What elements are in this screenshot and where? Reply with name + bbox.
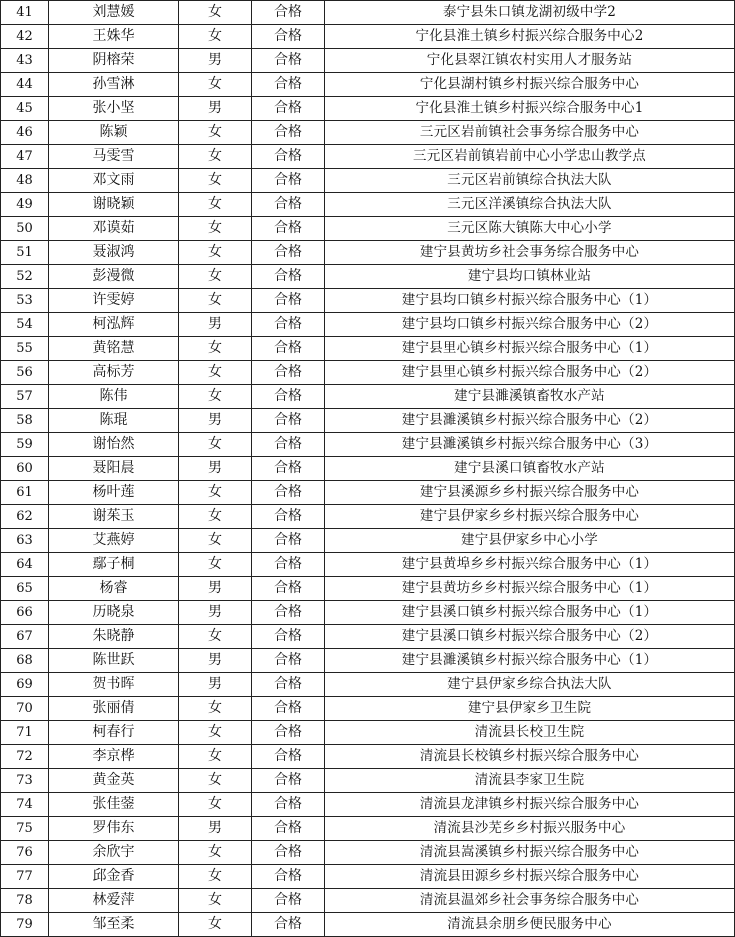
row-number: 52 [1, 265, 49, 289]
person-name: 马雯雪 [49, 145, 179, 169]
gender: 女 [179, 433, 252, 457]
gender: 男 [179, 649, 252, 673]
table-row [1, 433, 735, 457]
table-row [1, 601, 735, 625]
exam-result: 合格 [252, 817, 325, 841]
person-name: 艾燕婷 [49, 529, 179, 553]
person-name: 杨睿 [49, 577, 179, 601]
work-unit: 建宁县里心镇乡村振兴综合服务中心（2） [325, 361, 735, 385]
row-number: 79 [1, 913, 49, 937]
table-row [1, 889, 735, 913]
person-name: 罗伟东 [49, 817, 179, 841]
row-number: 41 [1, 1, 49, 25]
exam-result: 合格 [252, 505, 325, 529]
work-unit: 建宁县濉溪镇乡村振兴综合服务中心（3） [325, 433, 735, 457]
work-unit: 建宁县黄坊乡社会事务综合服务中心 [325, 241, 735, 265]
gender: 男 [179, 817, 252, 841]
work-unit: 清流县李家卫生院 [325, 769, 735, 793]
table-row [1, 841, 735, 865]
table-row [1, 313, 735, 337]
work-unit: 清流县田源乡乡村振兴综合服务中心 [325, 865, 735, 889]
table-row [1, 553, 735, 577]
person-name: 朱晓静 [49, 625, 179, 649]
row-number: 45 [1, 97, 49, 121]
table-row [1, 1, 735, 25]
table-row [1, 673, 735, 697]
work-unit: 建宁县溪源乡乡村振兴综合服务中心 [325, 481, 735, 505]
exam-result: 合格 [252, 529, 325, 553]
work-unit: 宁化县湖村镇乡村振兴综合服务中心 [325, 73, 735, 97]
exam-result: 合格 [252, 457, 325, 481]
table-row [1, 97, 735, 121]
person-name: 陈世跃 [49, 649, 179, 673]
person-name: 邓文雨 [49, 169, 179, 193]
exam-result: 合格 [252, 145, 325, 169]
row-number: 44 [1, 73, 49, 97]
gender: 男 [179, 49, 252, 73]
row-number: 69 [1, 673, 49, 697]
table-row [1, 217, 735, 241]
gender: 男 [179, 577, 252, 601]
person-name: 邱金香 [49, 865, 179, 889]
gender: 男 [179, 673, 252, 697]
exam-result: 合格 [252, 793, 325, 817]
gender: 女 [179, 481, 252, 505]
gender: 女 [179, 793, 252, 817]
exam-result: 合格 [252, 241, 325, 265]
row-number: 76 [1, 841, 49, 865]
row-number: 53 [1, 289, 49, 313]
row-number: 68 [1, 649, 49, 673]
row-number: 51 [1, 241, 49, 265]
table-row [1, 793, 735, 817]
gender: 女 [179, 721, 252, 745]
row-number: 59 [1, 433, 49, 457]
row-number: 46 [1, 121, 49, 145]
exam-result: 合格 [252, 841, 325, 865]
exam-result: 合格 [252, 865, 325, 889]
work-unit: 建宁县溪口镇乡村振兴综合服务中心（1） [325, 601, 735, 625]
gender: 女 [179, 121, 252, 145]
person-name: 张丽倩 [49, 697, 179, 721]
row-number: 49 [1, 193, 49, 217]
person-name: 聂淑鸿 [49, 241, 179, 265]
row-number: 72 [1, 745, 49, 769]
exam-result: 合格 [252, 97, 325, 121]
person-name: 高标芳 [49, 361, 179, 385]
row-number: 75 [1, 817, 49, 841]
person-name: 邹至柔 [49, 913, 179, 937]
row-number: 74 [1, 793, 49, 817]
gender: 女 [179, 625, 252, 649]
gender: 女 [179, 361, 252, 385]
exam-result: 合格 [252, 913, 325, 937]
table-row [1, 745, 735, 769]
person-name: 谢茱玉 [49, 505, 179, 529]
gender: 女 [179, 553, 252, 577]
row-number: 73 [1, 769, 49, 793]
row-number: 48 [1, 169, 49, 193]
exam-result: 合格 [252, 553, 325, 577]
work-unit: 建宁县伊家乡卫生院 [325, 697, 735, 721]
row-number: 63 [1, 529, 49, 553]
exam-result: 合格 [252, 385, 325, 409]
work-unit: 清流县龙津镇乡村振兴综合服务中心 [325, 793, 735, 817]
table-row [1, 169, 735, 193]
work-unit: 宁化县淮土镇乡村振兴综合服务中心1 [325, 97, 735, 121]
person-name: 柯春行 [49, 721, 179, 745]
gender: 女 [179, 193, 252, 217]
person-name: 黄金英 [49, 769, 179, 793]
gender: 女 [179, 745, 252, 769]
gender: 女 [179, 337, 252, 361]
exam-result: 合格 [252, 313, 325, 337]
person-name: 彭漫微 [49, 265, 179, 289]
row-number: 64 [1, 553, 49, 577]
exam-result: 合格 [252, 73, 325, 97]
work-unit: 建宁县均口镇乡村振兴综合服务中心（2） [325, 313, 735, 337]
person-name: 聂阳晨 [49, 457, 179, 481]
person-name: 柯泓辉 [49, 313, 179, 337]
row-number: 65 [1, 577, 49, 601]
person-name: 余欣宇 [49, 841, 179, 865]
work-unit: 建宁县溪口镇畜牧水产站 [325, 457, 735, 481]
table-row [1, 649, 735, 673]
exam-result: 合格 [252, 217, 325, 241]
exam-result: 合格 [252, 337, 325, 361]
exam-result: 合格 [252, 433, 325, 457]
gender: 女 [179, 889, 252, 913]
table-row [1, 241, 735, 265]
person-name: 贺书晖 [49, 673, 179, 697]
table-row [1, 385, 735, 409]
work-unit: 建宁县濉溪镇畜牧水产站 [325, 385, 735, 409]
row-number: 70 [1, 697, 49, 721]
table-row [1, 289, 735, 313]
work-unit: 建宁县均口镇乡村振兴综合服务中心（1） [325, 289, 735, 313]
table-row [1, 505, 735, 529]
person-name: 孙雪淋 [49, 73, 179, 97]
gender: 女 [179, 529, 252, 553]
table-row [1, 481, 735, 505]
gender: 女 [179, 385, 252, 409]
person-name: 许雯婷 [49, 289, 179, 313]
table-row [1, 265, 735, 289]
gender: 女 [179, 697, 252, 721]
work-unit: 三元区洋溪镇综合执法大队 [325, 193, 735, 217]
row-number: 50 [1, 217, 49, 241]
person-name: 张小坚 [49, 97, 179, 121]
exam-result: 合格 [252, 745, 325, 769]
exam-result: 合格 [252, 625, 325, 649]
table-row [1, 529, 735, 553]
exam-result: 合格 [252, 481, 325, 505]
person-name: 黄铭慧 [49, 337, 179, 361]
row-number: 56 [1, 361, 49, 385]
person-name: 阴榕荣 [49, 49, 179, 73]
table-row [1, 697, 735, 721]
row-number: 67 [1, 625, 49, 649]
table-row [1, 577, 735, 601]
person-name: 谢晓颖 [49, 193, 179, 217]
row-number: 77 [1, 865, 49, 889]
table-row [1, 193, 735, 217]
row-number: 58 [1, 409, 49, 433]
table-row [1, 337, 735, 361]
gender: 女 [179, 241, 252, 265]
work-unit: 清流县长校镇乡村振兴综合服务中心 [325, 745, 735, 769]
work-unit: 清流县余朋乡便民服务中心 [325, 913, 735, 937]
exam-result: 合格 [252, 721, 325, 745]
exam-result: 合格 [252, 169, 325, 193]
table-row [1, 409, 735, 433]
work-unit: 三元区岩前镇岩前中心小学忠山教学点 [325, 145, 735, 169]
table-row [1, 721, 735, 745]
gender: 女 [179, 169, 252, 193]
work-unit: 清流县沙芜乡乡村振兴服务中心 [325, 817, 735, 841]
row-number: 57 [1, 385, 49, 409]
person-name: 杨叶莲 [49, 481, 179, 505]
gender: 男 [179, 97, 252, 121]
gender: 女 [179, 25, 252, 49]
gender: 女 [179, 145, 252, 169]
gender: 女 [179, 289, 252, 313]
table-row [1, 457, 735, 481]
work-unit: 清流县长校卫生院 [325, 721, 735, 745]
exam-result: 合格 [252, 577, 325, 601]
gender: 女 [179, 913, 252, 937]
gender: 女 [179, 769, 252, 793]
exam-result: 合格 [252, 361, 325, 385]
table-row [1, 73, 735, 97]
person-name: 张佳蓥 [49, 793, 179, 817]
work-unit: 建宁县伊家乡中心小学 [325, 529, 735, 553]
table-row [1, 625, 735, 649]
row-number: 54 [1, 313, 49, 337]
exam-result: 合格 [252, 409, 325, 433]
work-unit: 建宁县伊家乡乡村振兴综合服务中心 [325, 505, 735, 529]
work-unit: 建宁县濉溪镇乡村振兴综合服务中心（2） [325, 409, 735, 433]
person-name: 刘慧媛 [49, 1, 179, 25]
person-name: 李京桦 [49, 745, 179, 769]
gender: 女 [179, 841, 252, 865]
row-number: 47 [1, 145, 49, 169]
work-unit: 建宁县濉溪镇乡村振兴综合服务中心（1） [325, 649, 735, 673]
work-unit: 宁化县翠江镇农村实用人才服务站 [325, 49, 735, 73]
exam-result: 合格 [252, 697, 325, 721]
gender: 女 [179, 505, 252, 529]
row-number: 42 [1, 25, 49, 49]
gender: 男 [179, 313, 252, 337]
work-unit: 三元区陈大镇陈大中心小学 [325, 217, 735, 241]
exam-result: 合格 [252, 193, 325, 217]
work-unit: 建宁县黄坊乡乡村振兴综合服务中心（1） [325, 577, 735, 601]
work-unit: 建宁县伊家乡综合执法大队 [325, 673, 735, 697]
exam-result: 合格 [252, 289, 325, 313]
work-unit: 清流县温郊乡社会事务综合服务中心 [325, 889, 735, 913]
exam-result: 合格 [252, 673, 325, 697]
person-name: 陈颖 [49, 121, 179, 145]
exam-result: 合格 [252, 1, 325, 25]
person-name: 鄢子桐 [49, 553, 179, 577]
table-row [1, 145, 735, 169]
exam-result: 合格 [252, 121, 325, 145]
person-name: 历晓泉 [49, 601, 179, 625]
exam-result: 合格 [252, 601, 325, 625]
exam-result: 合格 [252, 25, 325, 49]
exam-result: 合格 [252, 649, 325, 673]
gender: 男 [179, 409, 252, 433]
row-number: 66 [1, 601, 49, 625]
gender: 女 [179, 73, 252, 97]
person-name: 王姝华 [49, 25, 179, 49]
row-number: 62 [1, 505, 49, 529]
exam-result: 合格 [252, 49, 325, 73]
table-row [1, 865, 735, 889]
person-name: 谢怡然 [49, 433, 179, 457]
row-number: 60 [1, 457, 49, 481]
row-number: 43 [1, 49, 49, 73]
row-number: 71 [1, 721, 49, 745]
work-unit: 建宁县里心镇乡村振兴综合服务中心（1） [325, 337, 735, 361]
person-name: 陈伟 [49, 385, 179, 409]
table-row [1, 913, 735, 937]
table-row [1, 25, 735, 49]
gender: 男 [179, 601, 252, 625]
gender: 男 [179, 457, 252, 481]
exam-result: 合格 [252, 769, 325, 793]
work-unit: 建宁县均口镇林业站 [325, 265, 735, 289]
row-number: 61 [1, 481, 49, 505]
table-row [1, 361, 735, 385]
gender: 女 [179, 1, 252, 25]
person-name: 陈琨 [49, 409, 179, 433]
exam-result: 合格 [252, 265, 325, 289]
table-row [1, 769, 735, 793]
work-unit: 泰宁县朱口镇龙湖初级中学2 [325, 1, 735, 25]
work-unit: 清流县嵩溪镇乡村振兴综合服务中心 [325, 841, 735, 865]
row-number: 78 [1, 889, 49, 913]
work-unit: 建宁县黄埠乡乡村振兴综合服务中心（1） [325, 553, 735, 577]
work-unit: 三元区岩前镇综合执法大队 [325, 169, 735, 193]
roster-body [1, 1, 735, 937]
exam-result: 合格 [252, 889, 325, 913]
work-unit: 建宁县溪口镇乡村振兴综合服务中心（2） [325, 625, 735, 649]
person-name: 邓谟茹 [49, 217, 179, 241]
work-unit: 三元区岩前镇社会事务综合服务中心 [325, 121, 735, 145]
work-unit: 宁化县淮土镇乡村振兴综合服务中心2 [325, 25, 735, 49]
gender: 女 [179, 217, 252, 241]
row-number: 55 [1, 337, 49, 361]
table-row [1, 121, 735, 145]
table-row [1, 817, 735, 841]
gender: 女 [179, 865, 252, 889]
gender: 女 [179, 265, 252, 289]
person-name: 林爱萍 [49, 889, 179, 913]
table-row [1, 49, 735, 73]
